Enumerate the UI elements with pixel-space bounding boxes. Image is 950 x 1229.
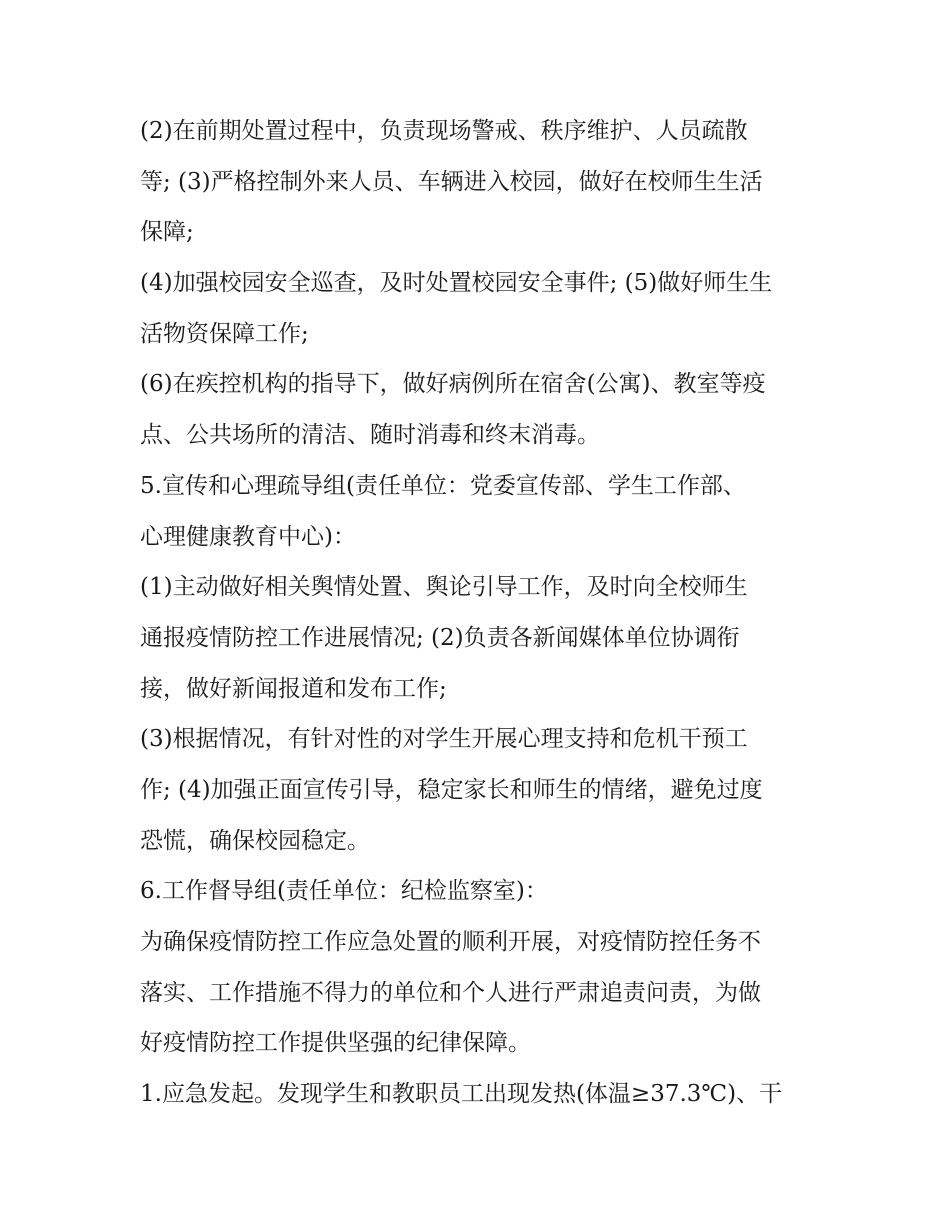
text-line: 好疫情防控工作提供坚强的纪律保障。 <box>140 1030 531 1057</box>
text-line: 作; (4)加强正面宣传引导，稳定家长和师生的情绪，避免过度 <box>140 776 763 803</box>
text-line: 等; (3)严格控制外来人员、车辆进入校园，做好在校师生生活 <box>140 168 763 195</box>
text-line: 接，做好新闻报道和发布工作; <box>140 675 447 702</box>
text-line: (6)在疾控机构的指导下，做好病例所在宿舍(公寓)、教室等疫 <box>140 371 766 398</box>
text-line: (2)在前期处置过程中，负责现场警戒、秩序维护、人员疏散 <box>140 118 748 144</box>
text-line: (1)主动做好相关舆情处置、舆论引导工作，及时向全校师生 <box>140 574 748 601</box>
text-line: (4)加强校园安全巡查，及时处置校园安全事件; (5)做好师生生 <box>140 270 773 297</box>
text-line: (3)根据情况，有针对性的对学生开展心理支持和危机干预工 <box>140 726 748 753</box>
text-line: 保障; <box>140 219 194 246</box>
text-line: 点、公共场所的清洁、随时消毒和终末消毒。 <box>140 422 600 449</box>
text-line: 心理健康教育中心)： <box>140 523 356 550</box>
text-line: 落实、工作措施不得力的单位和个人进行严肃追责问责，为做 <box>140 979 761 1006</box>
section-heading: 6.工作督导组(责任单位：纪检监察室)： <box>140 878 548 905</box>
section-heading: 5.宣传和心理疏导组(责任单位：党委宣传部、学生工作部、 <box>140 472 746 499</box>
document-body <box>140 106 820 1120</box>
text-line: 恐慌，确保校园稳定。 <box>140 827 370 854</box>
text-line: 活物资保障工作; <box>140 320 309 347</box>
text-line: 1.应急发起。发现学生和教职员工出现发热(体温≥37.3℃)、干 <box>140 1081 783 1108</box>
text-line: 通报疫情防控工作进展情况; (2)负责各新闻媒体单位协调衔 <box>140 624 740 651</box>
text-line: 为确保疫情防控工作应急处置的顺利开展，对疫情防控任务不 <box>140 929 761 955</box>
